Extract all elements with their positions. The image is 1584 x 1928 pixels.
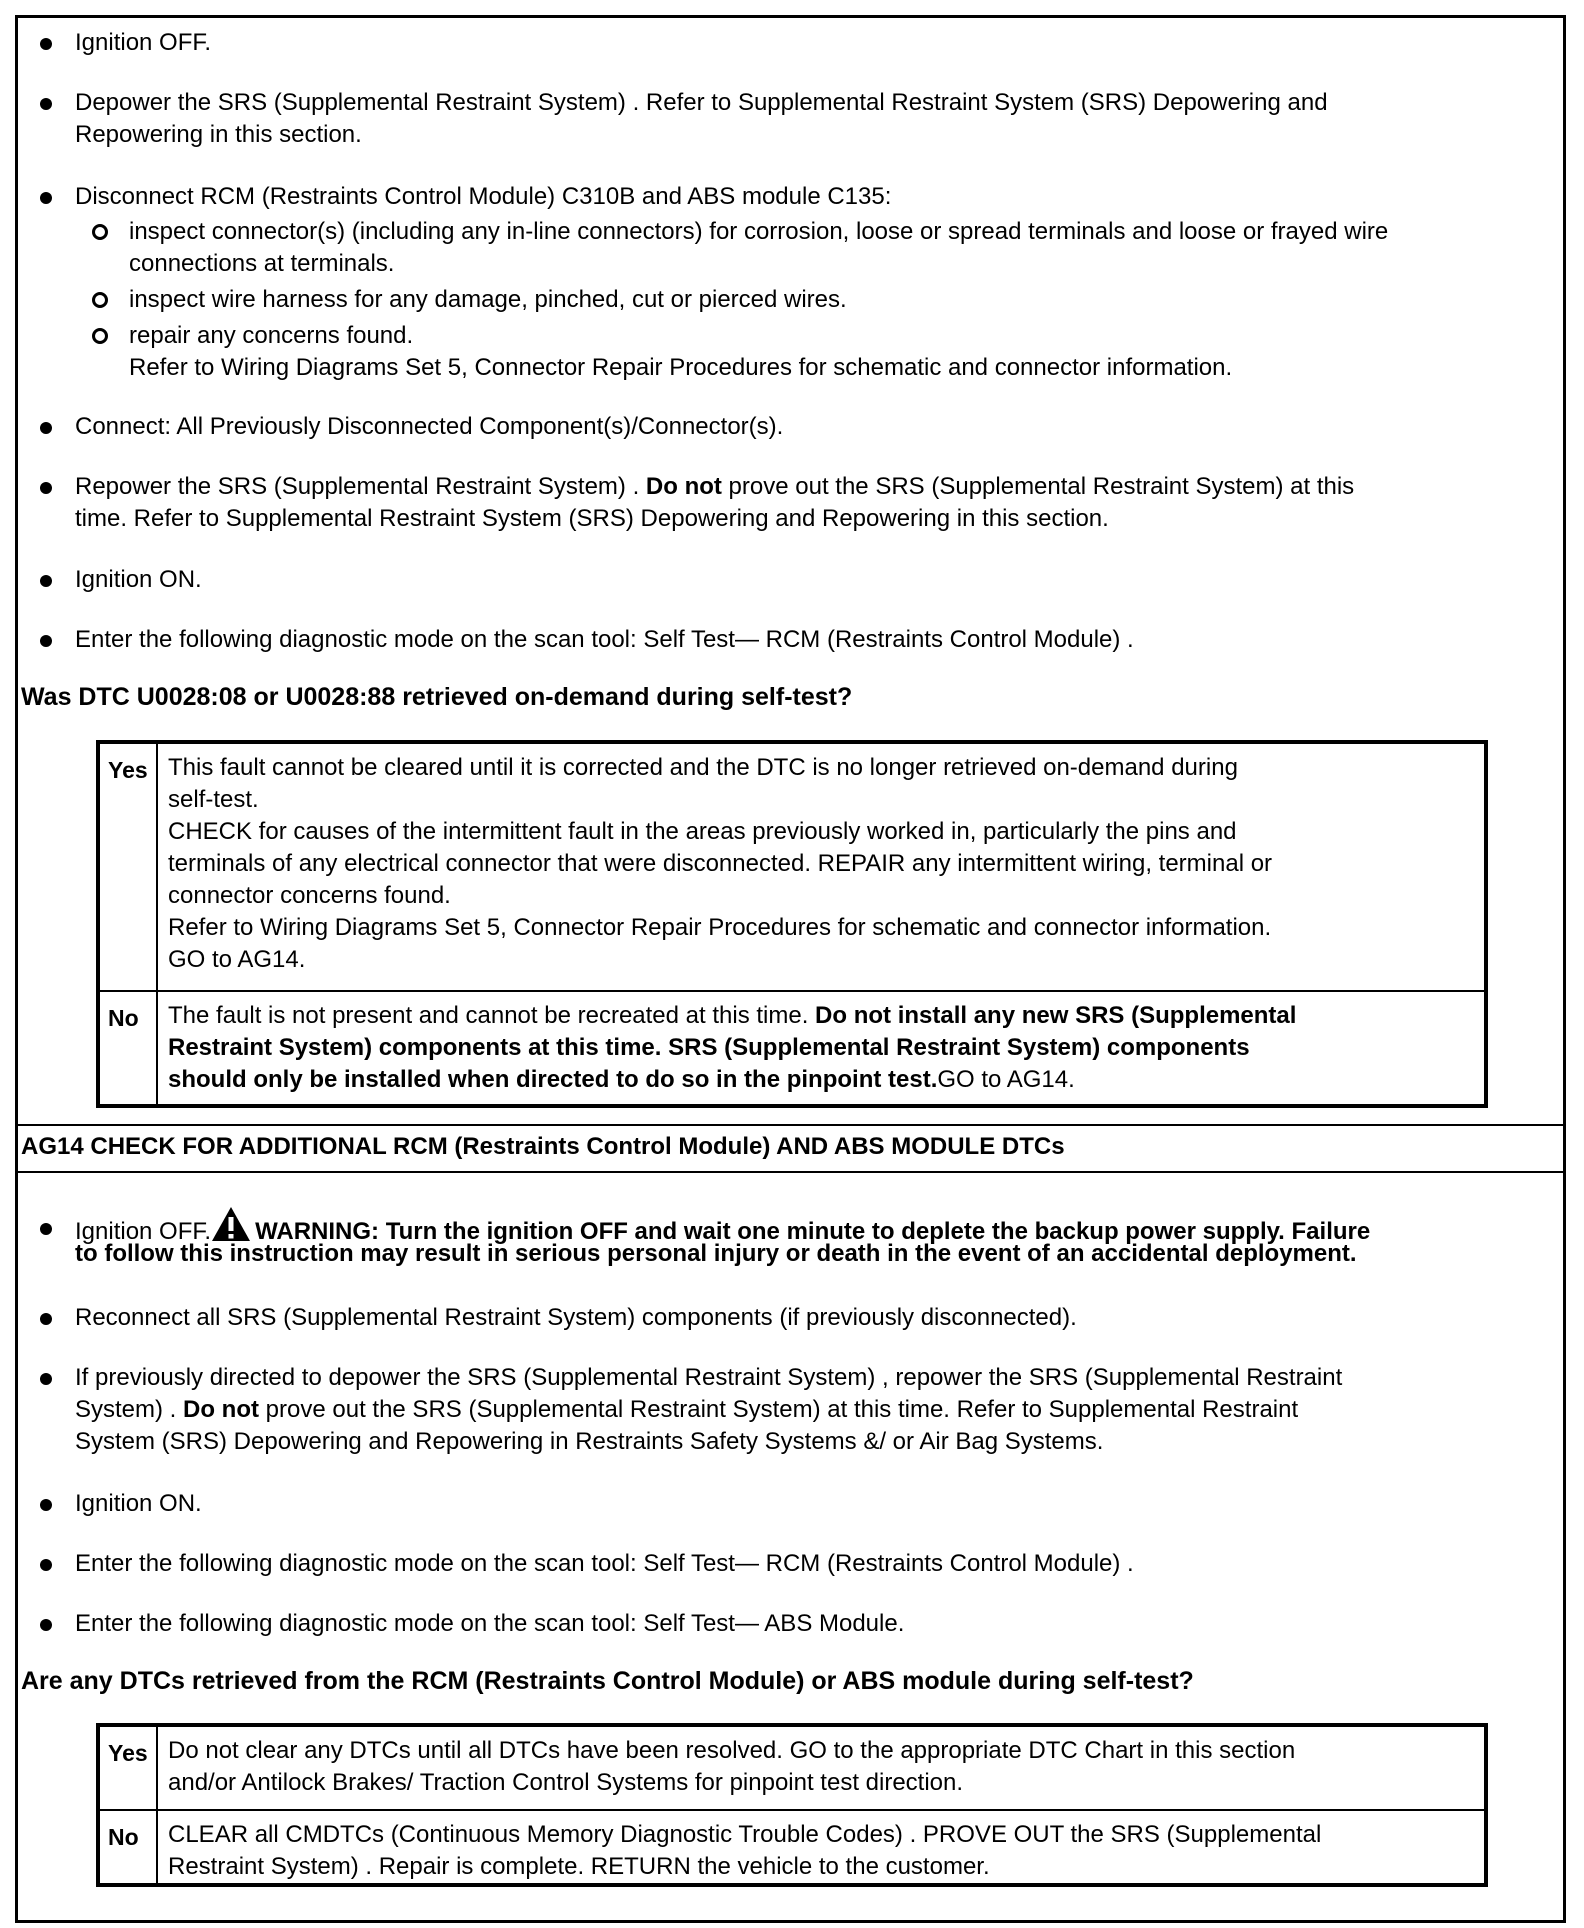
step-enter-mode: Enter the following diagnostic mode on the scan tool: Self Test— RCM (Restraints Control Module) . xyxy=(75,626,1134,653)
section-divider-top xyxy=(15,1124,1566,1126)
step-repower-line1: If previously directed to depower the SRS (Supplemental Restraint System) , repower the SRS (Supplemental Restraint xyxy=(75,1364,1343,1391)
step-connect: Connect: All Previously Disconnected Component(s)/Connector(s). xyxy=(75,413,784,440)
no-text: The fault is not present and cannot be recreated at this time. Do not install any new SRS (Supplemental Restraint System) components at this time. SRS (Supplemental Restraint System) components should only be installed when directed to do so in the pinpoint test.GO to AG14. xyxy=(168,1002,1297,1093)
step-warning-line2: to follow this instruction may result in serious personal injury or death in the event of an accidental deployment. xyxy=(75,1240,1357,1267)
step-disconnect: Disconnect RCM (Restraints Control Module) C310B and ABS module C135: xyxy=(75,183,892,210)
sub-bullet xyxy=(92,328,108,344)
section-divider-bottom xyxy=(15,1171,1566,1173)
bullet xyxy=(40,635,52,647)
yes-label: Yes xyxy=(108,757,148,783)
step-enter-rcm: Enter the following diagnostic mode on the scan tool: Self Test— RCM (Restraints Control Module) . xyxy=(75,1550,1134,1577)
table-row-no xyxy=(100,990,1484,1104)
question-ag13: Was DTC U0028:08 or U0028:88 retrieved on-demand during self-test? xyxy=(21,683,853,711)
bullet xyxy=(40,192,52,204)
step-reconnect: Reconnect all SRS (Supplemental Restraint System) components (if previously disconnected). xyxy=(75,1304,1077,1331)
step-depower-line1: Depower the SRS (Supplemental Restraint System) . Refer to Supplemental Restraint System (SRS) Depowering and xyxy=(75,89,1328,116)
step-heading-ag14: AG14 CHECK FOR ADDITIONAL RCM (Restraints Control Module) AND ABS MODULE DTCs xyxy=(21,1133,1065,1160)
step-repower-line2: System) . Do not prove out the SRS (Supplemental Restraint System) at this time. Refer to Supplemental Restraint xyxy=(75,1396,1299,1423)
bullet xyxy=(40,482,52,494)
bullet xyxy=(40,98,52,110)
step-repower-line1: Repower the SRS (Supplemental Restraint System) . Do not prove out the SRS (Supplemental Restraint System) at this xyxy=(75,473,1355,500)
step-ignition-off-warning-line1: Ignition OFF. WARNING: Turn the ignition OFF and wait one minute to deplete the backup power supply. Failure xyxy=(75,1206,1370,1248)
table-row-no xyxy=(100,1809,1484,1883)
bullet xyxy=(40,1373,52,1385)
step-ignition-on: Ignition ON. xyxy=(75,1490,202,1517)
step-ignition-off: Ignition OFF. xyxy=(75,29,212,56)
substep-refer-wiring: Refer to Wiring Diagrams Set 5, Connector Repair Procedures for schematic and connector information. xyxy=(129,354,1233,381)
bullet xyxy=(40,422,52,434)
substep-inspect-harness: inspect wire harness for any damage, pinched, cut or pierced wires. xyxy=(129,286,847,313)
substep-repair: repair any concerns found. xyxy=(129,322,414,349)
bullet xyxy=(40,1223,52,1235)
question-ag14: Are any DTCs retrieved from the RCM (Restraints Control Module) or ABS module during self-test? xyxy=(21,1667,1194,1695)
step-ignition-on: Ignition ON. xyxy=(75,566,202,593)
bullet xyxy=(40,38,52,50)
bullet xyxy=(40,1619,52,1631)
substep-inspect-connectors-line2: connections at terminals. xyxy=(129,250,395,277)
yes-text: Do not clear any DTCs until all DTCs have been resolved. GO to the appropriate DTC Chart in this section and/or Antilock Brakes/ Traction Control Systems for pinpoint test direction. xyxy=(168,1737,1296,1796)
substep-inspect-connectors-line1: inspect connector(s) (including any in-line connectors) for corrosion, loose or spread terminals and loose or frayed wire xyxy=(129,218,1389,245)
bullet xyxy=(40,575,52,587)
sub-bullet xyxy=(92,224,108,240)
step-depower-line2: Repowering in this section. xyxy=(75,121,362,148)
step-repower-line2: time. Refer to Supplemental Restraint System (SRS) Depowering and Repowering in this section. xyxy=(75,505,1109,532)
no-label: No xyxy=(108,1824,139,1850)
step-repower-line3: System (SRS) Depowering and Repowering in Restraints Safety Systems &/ or Air Bag Systems. xyxy=(75,1428,1104,1455)
result-table-ag14 xyxy=(96,1723,1488,1887)
warning-triangle-icon xyxy=(211,1206,251,1242)
bullet xyxy=(40,1313,52,1325)
table-row-yes xyxy=(100,1727,1484,1809)
result-table-ag13 xyxy=(96,740,1488,1108)
step-enter-abs: Enter the following diagnostic mode on the scan tool: Self Test— ABS Module. xyxy=(75,1610,905,1637)
no-text: CLEAR all CMDTCs (Continuous Memory Diagnostic Trouble Codes) . PROVE OUT the SRS (Supplemental Restraint System) . Repair is complete. RETURN the vehicle to the customer. xyxy=(168,1821,1322,1880)
yes-text: This fault cannot be cleared until it is corrected and the DTC is no longer retrieved on-demand during self-test. CHECK for causes of the intermittent fault in the areas previously worked in, particularly the pins and terminals of any electrical connector that were disconnected. REPAIR any intermittent wiring, terminal or connector concerns found. Refer to Wiring Diagrams Set 5, Connector Repair Procedures for schematic and connector information. GO to AG14. xyxy=(168,754,1273,973)
no-label: No xyxy=(108,1005,139,1031)
bullet xyxy=(40,1559,52,1571)
bullet xyxy=(40,1499,52,1511)
table-row-yes xyxy=(100,744,1484,990)
yes-label: Yes xyxy=(108,1740,148,1766)
sub-bullet xyxy=(92,292,108,308)
